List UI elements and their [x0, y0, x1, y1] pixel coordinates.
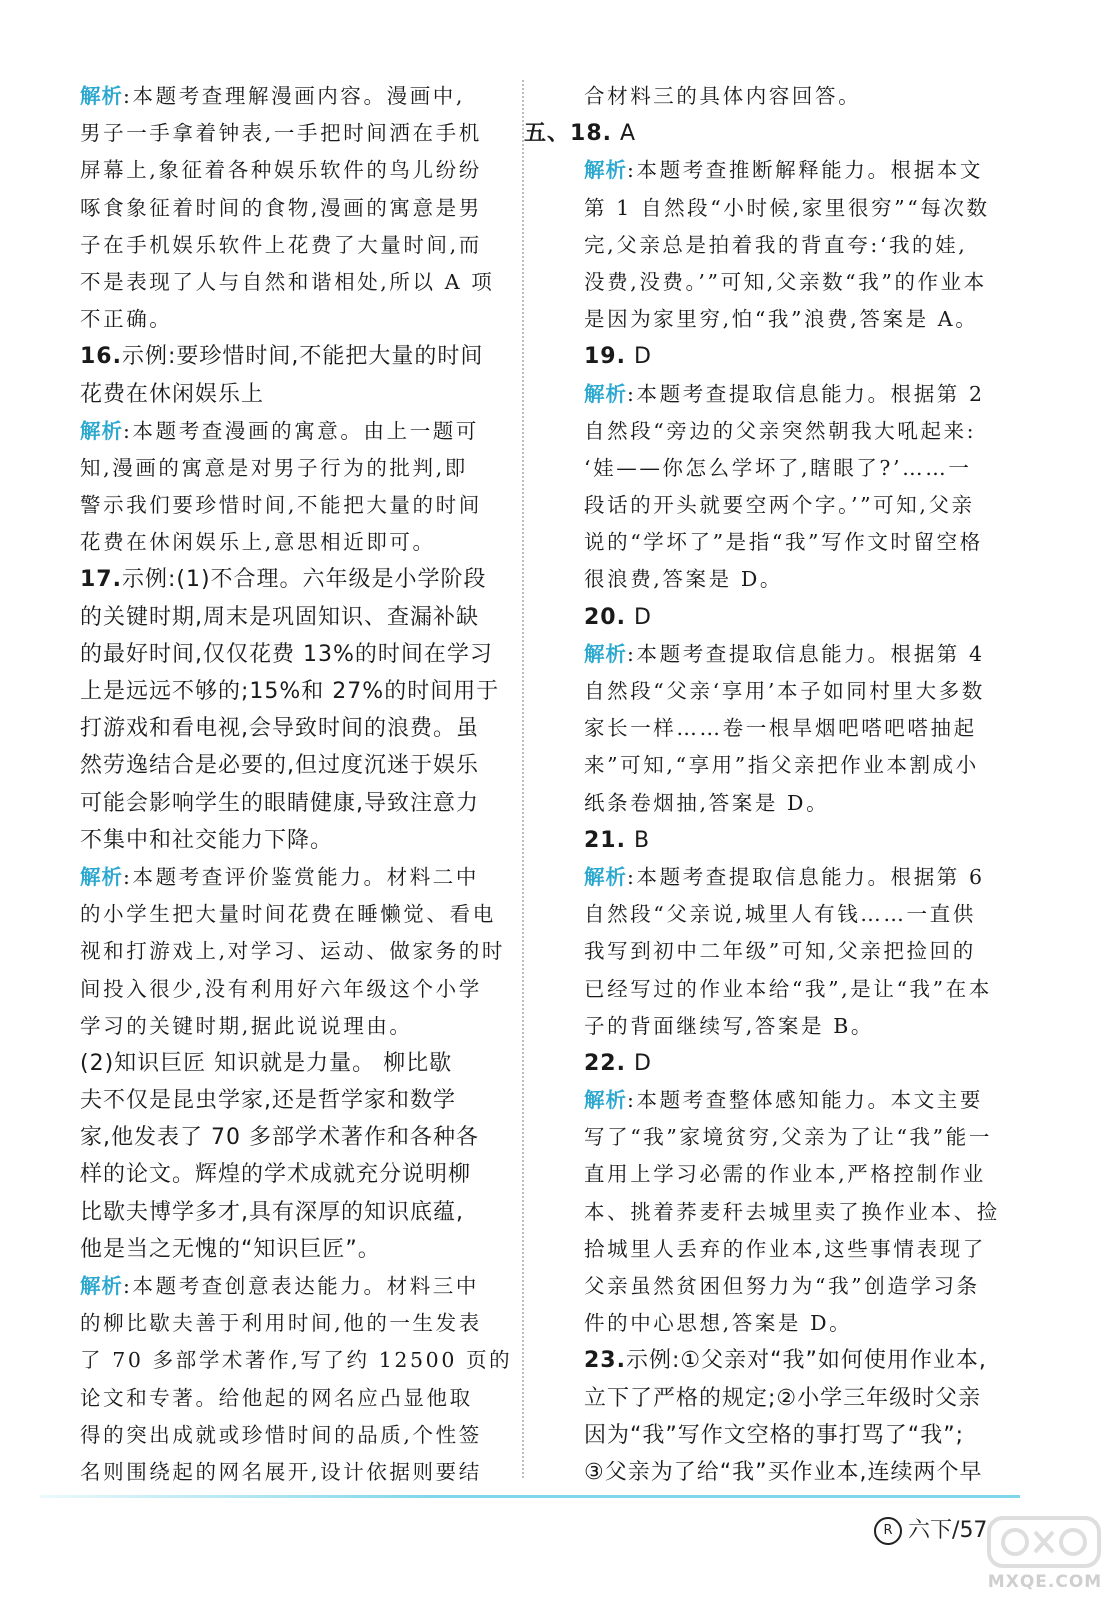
analysis-line — [80, 859, 500, 896]
analysis-line — [554, 896, 1004, 933]
line-text: 视和打游戏上,对学习、运动、做家务的时 — [80, 939, 505, 964]
line-text: 屏幕上,象征着各种娱乐软件的鸟儿纷纷 — [80, 158, 482, 183]
analysis-line — [80, 896, 500, 933]
analysis-line — [554, 1268, 1004, 1305]
line-text: 拾城里人丢弃的作业本,这些事情表现了 — [584, 1236, 986, 1261]
analysis-line — [554, 413, 1004, 450]
analysis-line — [554, 450, 1004, 487]
question-number: 19. — [584, 344, 626, 370]
analysis-line — [554, 1194, 1004, 1231]
line-text: 段话的开头就要空两个字。’”可知,父亲 — [584, 493, 975, 518]
line-text: 样的论文。辉煌的学术成就充分说明柳 — [80, 1162, 472, 1188]
edition-badge: R — [874, 1517, 902, 1545]
analysis-line — [80, 1008, 500, 1045]
line-text: :本题考查创意表达能力。材料三中 — [123, 1274, 480, 1298]
analysis-line — [80, 1268, 500, 1305]
question-number: 16. — [80, 344, 122, 370]
analysis-line — [554, 785, 1004, 822]
analysis-line — [80, 115, 500, 152]
answer-line — [80, 1119, 500, 1156]
watermark-logo — [985, 1510, 1103, 1574]
line-text: 因为“我”写作文空格的事打骂了“我”; — [584, 1422, 965, 1448]
line-text: 示例:①父亲对“我”如何使用作业本, — [625, 1348, 987, 1374]
analysis-line — [554, 1119, 1004, 1156]
analysis-line — [80, 78, 500, 115]
answer-line — [80, 1231, 500, 1268]
line-text: 合材料三的具体内容回答。 — [584, 84, 862, 108]
grade-label: 六下 — [908, 1518, 953, 1543]
analysis-line — [554, 1231, 1004, 1268]
line-text: 不集中和社交能力下降。 — [80, 827, 334, 853]
watermark-text: MXQE.COM — [987, 1572, 1103, 1592]
analysis-line — [80, 971, 500, 1008]
answer-line — [554, 599, 1004, 636]
analysis-line — [80, 1342, 513, 1379]
answer-line — [554, 1417, 1004, 1454]
line-text: 第 1 自然段“小时候,家里很穷”“每次数 — [584, 195, 990, 220]
analysis-label: 解析 — [584, 641, 627, 666]
line-text: 很浪费,答案是 D。 — [584, 567, 783, 592]
line-text: :本题考查提取信息能力。根据第 6 — [627, 864, 985, 889]
line-text: 花费在休闲娱乐上 — [80, 381, 265, 407]
analysis-label: 解析 — [80, 1274, 123, 1298]
line-text: 啄食象征着时间的食物,漫画的寓意是男 — [80, 195, 482, 220]
line-text: 件的中心思想,答案是 D。 — [584, 1311, 853, 1336]
line-text: 完,父亲总是拍着我的背直夸:‘我的娃, — [584, 232, 968, 257]
line-text: 的小学生把大量时间花费在睡懒觉、看电 — [80, 902, 496, 927]
line-text: :本题考查理解漫画内容。漫画中, — [123, 84, 466, 108]
line-text: 上是远远不够的;15%和 27%的时间用于 — [80, 679, 500, 704]
analysis-line — [80, 264, 500, 301]
line-text: D — [625, 344, 652, 370]
line-text: :本题考查漫画的寓意。由上一题可 — [123, 418, 480, 443]
line-text: 已经写过的作业本给“我”,是让“我”在本 — [584, 976, 992, 1001]
answer-line — [554, 1380, 1004, 1417]
footer-rule — [40, 1495, 1020, 1498]
analysis-line — [80, 524, 500, 561]
analysis-line — [80, 227, 500, 264]
line-text: 的关键时期,周末是巩固知识、查漏补缺 — [80, 604, 479, 630]
page-number: 57 — [959, 1518, 988, 1543]
question-number: 22. — [584, 1050, 626, 1076]
answer-line — [554, 1342, 1004, 1379]
line-text: D — [625, 1050, 652, 1076]
line-text: :本题考查提取信息能力。根据第 4 — [627, 641, 985, 666]
analysis-line — [554, 971, 1004, 1008]
line-text: 可能会影响学生的眼睛健康,导致注意力 — [80, 790, 479, 816]
analysis-line — [80, 1417, 500, 1454]
analysis-line — [554, 1008, 1004, 1045]
line-text: 名则围绕起的网名展开,设计依据则要结 — [80, 1459, 482, 1484]
answer-line — [554, 1045, 1004, 1082]
line-text: :本题考查提取信息能力。根据第 2 — [627, 381, 985, 406]
line-text: 不是表现了人与自然和谐相处,所以 A 项 — [80, 269, 495, 294]
line-text: D — [625, 604, 652, 630]
line-text: B — [625, 827, 651, 853]
answer-line — [80, 822, 500, 859]
analysis-label: 解析 — [80, 84, 123, 108]
analysis-line — [554, 636, 1004, 673]
analysis-line — [554, 264, 1004, 301]
line-text: 不正确。 — [80, 307, 173, 332]
analysis-line — [554, 673, 1004, 710]
analysis-line — [80, 450, 500, 487]
analysis-line — [80, 487, 500, 524]
line-text: 男子一手拿着钟表,一手把时间洒在手机 — [80, 121, 482, 146]
analysis-line — [554, 1156, 1004, 1193]
analysis-line — [80, 1380, 500, 1417]
line-text: 花费在休闲娱乐上,意思相近即可。 — [80, 530, 436, 555]
line-text: 比歇夫博学多才,具有深厚的知识底蕴, — [80, 1199, 464, 1225]
answer-line — [80, 710, 500, 747]
analysis-line — [80, 1454, 500, 1491]
question-number: 17. — [80, 567, 122, 593]
analysis-line — [554, 1082, 1004, 1119]
analysis-label: 解析 — [584, 158, 627, 183]
line-text: 立下了严格的规定;②小学三年级时父亲 — [584, 1385, 982, 1411]
line-text: 子在手机娱乐软件上花费了大量时间,而 — [80, 232, 482, 257]
analysis-label: 解析 — [584, 1088, 627, 1113]
analysis-line — [554, 1305, 1004, 1342]
answer-line — [554, 1454, 1004, 1491]
line-text: 示例:(1)不合理。六年级是小学阶段 — [121, 567, 487, 593]
section-marker: 五、 — [524, 121, 571, 147]
line-text: ③父亲为了给“我”买作业本,连续两个早 — [584, 1459, 983, 1485]
line-text: (2)知识巨匠 知识就是力量。 柳比歇 — [80, 1050, 453, 1076]
answer-line — [80, 1194, 500, 1231]
line-text: 然劳逸结合是必要的,但过度沉迷于娱乐 — [80, 753, 479, 779]
analysis-line — [554, 524, 1004, 561]
answer-line — [80, 338, 500, 375]
answer-line — [80, 747, 500, 784]
analysis-line — [554, 487, 1004, 524]
line-text: 夫不仅是昆虫学家,还是哲学家和数学 — [80, 1088, 456, 1114]
line-text: 自然段“旁边的父亲突然朝我大吼起来: — [584, 418, 977, 443]
line-text: 家,他发表了 70 多部学术著作和各种各 — [80, 1125, 479, 1151]
line-text: 说的“学坏了”是指“我”写作文时留空格 — [584, 530, 983, 555]
line-text: 论文和专著。给他起的网名应凸显他取 — [80, 1385, 473, 1410]
question-number: 21. — [584, 827, 626, 853]
line-text: ‘娃——你怎么学坏了,瞎眼了?’……一 — [584, 455, 972, 480]
analysis-line — [554, 78, 1004, 115]
line-text: 父亲虽然贫困但努力为“我”创造学习条 — [584, 1274, 980, 1298]
analysis-line — [80, 413, 500, 450]
line-text: 警示我们要珍惜时间,不能把大量的时间 — [80, 493, 482, 518]
line-text: :本题考查推断解释能力。根据本文 — [627, 158, 984, 183]
answer-line — [554, 822, 1004, 859]
left-column — [80, 78, 513, 1491]
analysis-line — [80, 933, 505, 970]
line-text: 打游戏和看电视,会导致时间的浪费。虽 — [80, 716, 479, 742]
line-text: 子的背面继续写,答案是 B。 — [584, 1013, 874, 1038]
analysis-line — [554, 747, 1004, 784]
line-text: 家长一样……卷一根旱烟吧嗒吧嗒抽起 — [584, 716, 977, 741]
line-text: :本题考查整体感知能力。本文主要 — [627, 1088, 984, 1113]
analysis-line — [554, 710, 1004, 747]
line-text: 纸条卷烟抽,答案是 D。 — [584, 790, 830, 815]
line-text: 来”可知,“享用”指父亲把作业本割成小 — [584, 753, 979, 778]
column-divider — [522, 80, 524, 1478]
line-text: 的最好时间,仅仅花费 13%的时间在学习 — [80, 641, 493, 667]
analysis-line — [554, 561, 1004, 598]
line-text: 自然段“父亲‘享用’本子如同村里大多数 — [584, 679, 985, 703]
analysis-line — [554, 859, 1004, 896]
analysis-line — [554, 190, 1004, 227]
answer-line — [80, 376, 500, 413]
line-text: 本、挑着荞麦秆去城里卖了换作业本、捡 — [584, 1199, 1000, 1224]
question-number: 23. — [584, 1348, 626, 1374]
line-text: 直用上学习必需的作业本,严格控制作业 — [584, 1162, 986, 1187]
answer-line — [554, 338, 1004, 375]
analysis-line — [554, 301, 1004, 338]
answer-line — [80, 561, 500, 598]
line-text: 他是当之无愧的“知识巨匠”。 — [80, 1236, 381, 1262]
answer-line — [80, 673, 500, 710]
line-text: 示例:要珍惜时间,不能把大量的时间 — [121, 344, 484, 370]
line-text: 知,漫画的寓意是对男子行为的批判,即 — [80, 455, 468, 480]
line-text: 了 70 多部学术著作,写了约 12500 页的 — [80, 1348, 513, 1373]
page-footer — [874, 1516, 987, 1546]
answer-line — [80, 1156, 500, 1193]
line-text: 没费,没费。’”可知,父亲数“我”的作业本 — [584, 269, 987, 294]
analysis-line — [554, 933, 1004, 970]
analysis-label: 解析 — [80, 864, 123, 889]
line-text: 学习的关键时期,据此说说理由。 — [80, 1013, 413, 1038]
analysis-line — [80, 152, 500, 189]
answer-line — [524, 115, 1004, 152]
analysis-label: 解析 — [80, 418, 123, 443]
answer-line — [80, 1082, 500, 1119]
analysis-line — [80, 1305, 500, 1342]
line-text: 我写到初中二年级”可知,父亲把捡回的 — [584, 939, 976, 964]
line-text: 是因为家里穷,怕“我”浪费,答案是 A。 — [584, 307, 979, 332]
line-text: 间投入很少,没有利用好六年级这个小学 — [80, 976, 482, 1001]
analysis-line — [554, 152, 1004, 189]
right-column — [524, 78, 1004, 1491]
answer-line — [80, 636, 500, 673]
line-text: 自然段“父亲说,城里人有钱……一直供 — [584, 902, 976, 927]
analysis-line — [554, 227, 1004, 264]
line-text: 得的突出成就或珍惜时间的品质,个性签 — [80, 1422, 482, 1447]
footer-separator: / — [952, 1518, 960, 1543]
line-text: A — [612, 121, 637, 147]
line-text: 的柳比歇夫善于利用时间,他的一生发表 — [80, 1311, 482, 1336]
question-number: 18. — [570, 121, 612, 147]
answer-line — [80, 1045, 500, 1082]
answer-line — [80, 599, 500, 636]
analysis-line — [554, 376, 1004, 413]
answer-line — [80, 785, 500, 822]
line-text: 写了“我”家境贫穷,父亲为了让“我”能一 — [584, 1125, 992, 1150]
analysis-line — [80, 190, 500, 227]
analysis-label: 解析 — [584, 381, 627, 406]
line-text: :本题考查评价鉴赏能力。材料二中 — [123, 864, 480, 889]
question-number: 20. — [584, 604, 626, 630]
analysis-line — [80, 301, 500, 338]
analysis-label: 解析 — [584, 864, 627, 889]
